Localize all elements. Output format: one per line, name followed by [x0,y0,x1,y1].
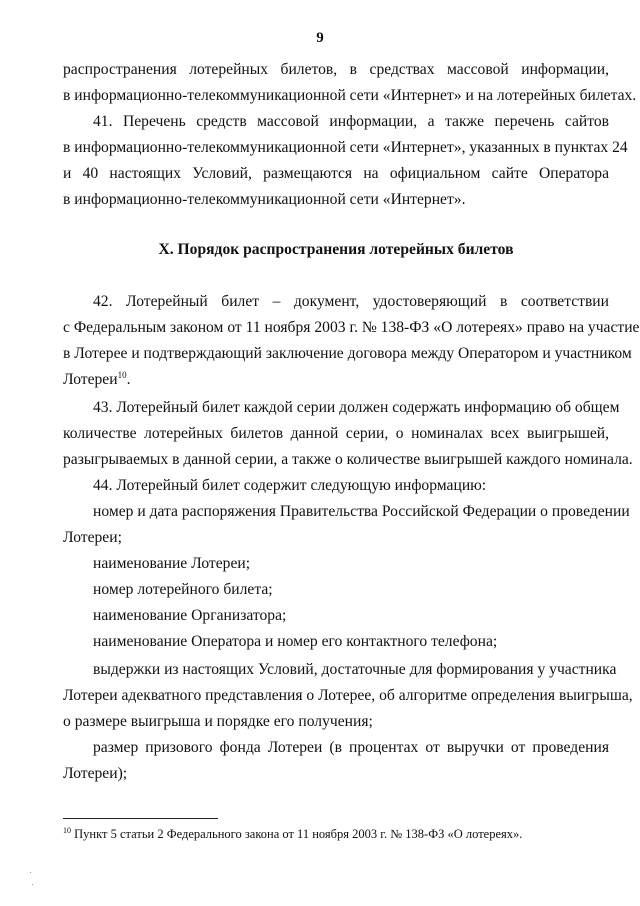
paragraph-line [63,370,609,390]
footnote-marker: 10 [63,826,71,835]
list-item-line: Лотереи адекватного представления о Лотерее, об алгоритме определения выигрыша, [63,687,633,704]
paragraph-line: в информационно-телекоммуникационной сети «Интернет», указанных в пунктах 24 [63,139,628,156]
paragraph-41-line: 41. Перечень средств массовой информации, а также перечень сайтов [93,113,609,130]
paragraph-text: Лотереи [63,371,118,388]
paragraph-line: в информационно-телекоммуникационной сети «Интернет». [63,191,466,208]
page-number: 9 [316,30,324,46]
list-item-line: наименование Оператора и номер его контактного телефона; [93,633,498,650]
list-item-line: наименование Организатора; [93,607,287,624]
paragraph-line: с Федеральным законом от 11 ноября 2003 г. № 138-ФЗ «О лотереях» право на участие [63,319,640,336]
scan-speck [32,884,33,885]
list-item-line: выдержки из настоящих Условий, достаточные для формирования у участника [93,661,617,678]
paragraph-line: в Лотерее и подтверждающий заключение договора между Оператором и участником [63,345,632,362]
paragraph-44-line: 44. Лотерейный билет содержит следующую информацию: [93,477,487,494]
paragraph-43-line: 43. Лотерейный билет каждой серии должен содержать информацию об общем [93,399,620,416]
footnote [63,826,623,842]
paragraph-line: разыгрываемых в данной серии, а также о количестве выигрышей каждого номинала. [63,451,633,468]
scan-speck [30,872,31,873]
list-item-line: номер и дата распоряжения Правительства Российской Федерации о проведении [93,503,630,520]
list-item-line: наименование Лотереи; [93,555,251,572]
footnote-text: Пункт 5 статьи 2 Федерального закона от 11 ноября 2003 г. № 138-ФЗ «О лотереях». [71,827,523,841]
list-item-line: о размере выигрыша и порядке его получения; [63,713,373,730]
footnote-separator [63,818,218,819]
list-item-line: номер лотерейного билета; [93,581,273,598]
paragraph-line: распространения лотерейных билетов, в средствах массовой информации, [63,61,609,78]
paragraph-line: и 40 настоящих Условий, размещаются на официальном сайте Оператора [63,165,609,182]
section-heading: X. Порядок распространения лотерейных билетов [158,241,514,258]
list-item-line: Лотереи; [63,529,122,546]
footnote-reference: 10 [117,370,127,380]
sentence-period: . [126,371,131,388]
paragraph-42-line: 42. Лотерейный билет – документ, удостоверяющий в соответствии [93,293,609,310]
list-item-line: Лотереи); [63,765,128,782]
list-item-line: размер призового фонда Лотереи (в процентах от выручки от проведения [93,739,609,756]
paragraph-line: количестве лотерейных билетов данной серии, о номиналах всех выигрышей, [63,425,609,442]
paragraph-line: в информационно-телекоммуникационной сети «Интернет» и на лотерейных билетах. [63,87,637,104]
